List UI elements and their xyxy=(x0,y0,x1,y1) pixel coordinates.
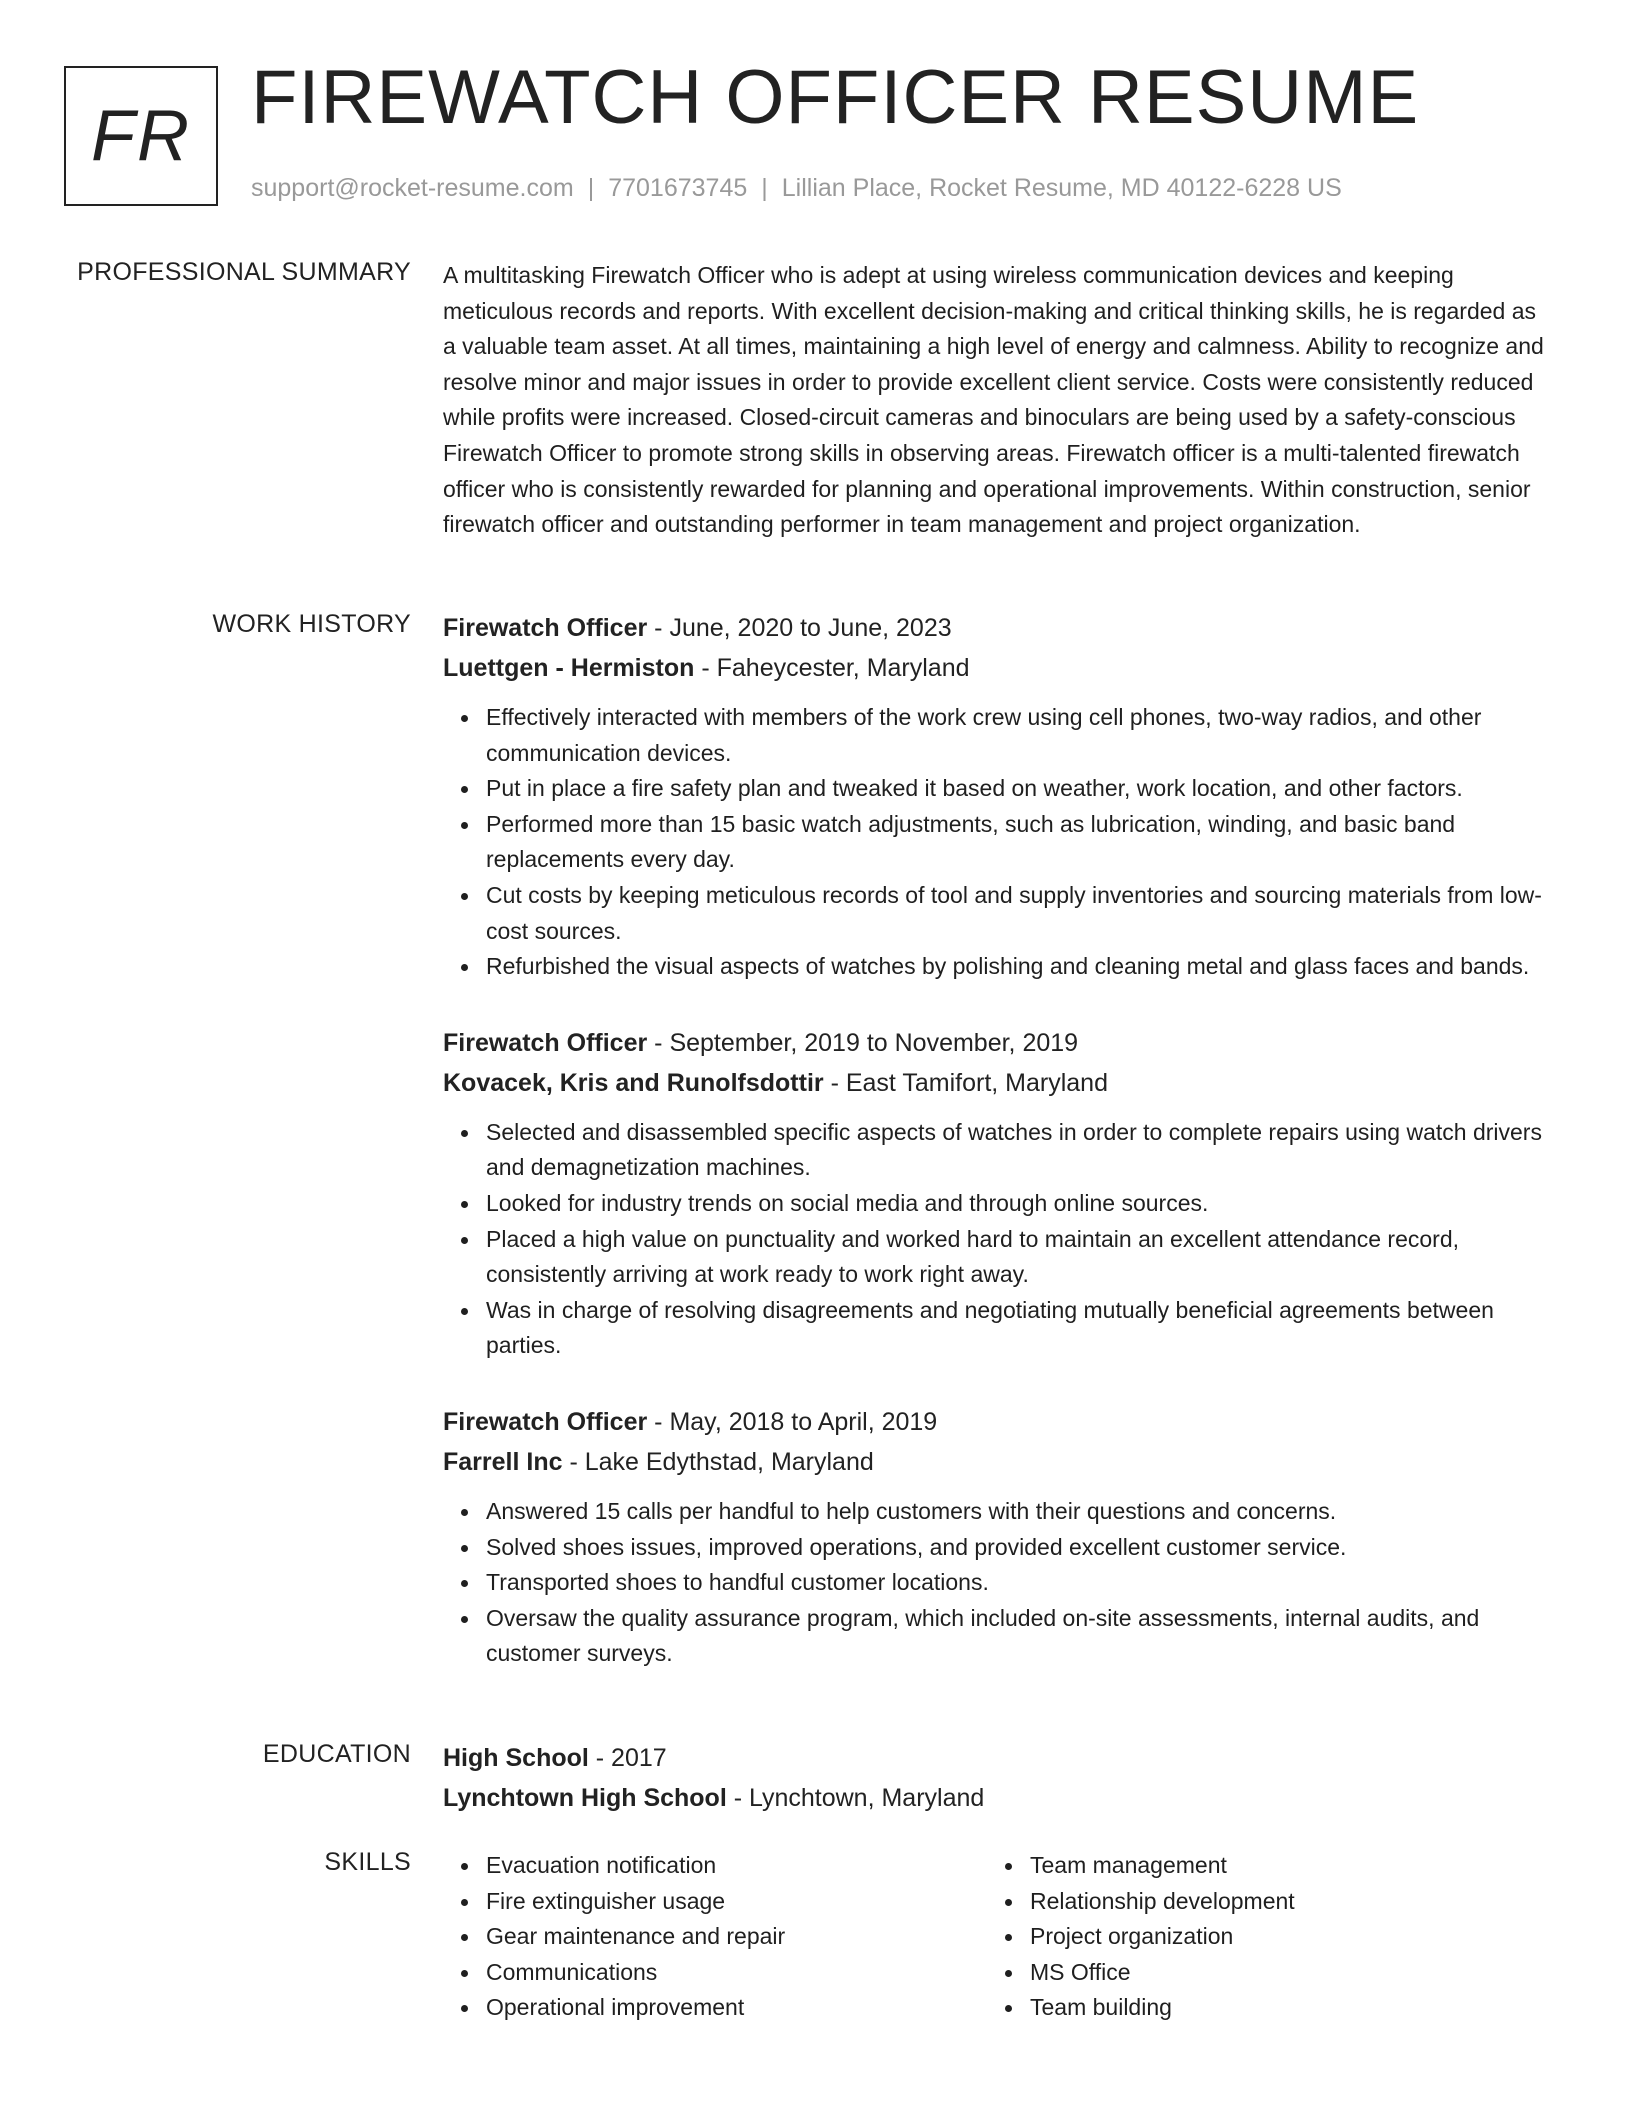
monogram-initials: FR xyxy=(91,96,191,176)
contact-email: support@rocket-resume.com xyxy=(251,174,574,202)
skill-item: Team management xyxy=(1030,1848,1531,1884)
skill-item: Relationship development xyxy=(1030,1884,1531,1920)
education-location: - Lynchtown, Maryland xyxy=(726,1784,985,1812)
contact-separator: | xyxy=(587,174,595,202)
job-duty: Solved shoes issues, improved operations, and provided excellent customer service. xyxy=(486,1530,1553,1566)
job-company: Farrell Inc xyxy=(443,1447,563,1476)
education-degree-line xyxy=(443,1738,1553,1778)
skill-item: Communications xyxy=(486,1955,987,1991)
section-label-summary: PROFESSIONAL SUMMARY xyxy=(77,258,411,286)
job-dates: - June, 2020 to June, 2023 xyxy=(647,614,952,642)
summary-text: A multitasking Firewatch Officer who is adept at using wireless communication devices and keeping meticulous records and reports. With excellent decision-making and critical thinking skills, he is regarded as a valuable team asset. At all times, maintaining a high level of energy and calmness. Ability to recognize and resolve minor and major issues in order to provide excellent client service. Costs were consistently reduced while profits were increased. Closed-circuit cameras and binoculars are being used by a safety-conscious Firewatch Officer to promote strong skills in observing areas. Firewatch officer is a multi-talented firewatch officer who is consistently rewarded for planning and operational improvements. Within construction, senior firewatch officer and outstanding performer in team management and project organization. xyxy=(443,262,1544,538)
job-title: Firewatch Officer xyxy=(443,1028,648,1057)
contact-address: Lillian Place, Rocket Resume, MD 40122-6228 US xyxy=(781,174,1342,202)
job-duty: Oversaw the quality assurance program, which included on-site assessments, internal audits, and customer surveys. xyxy=(486,1601,1553,1672)
job-title-line xyxy=(443,1023,1553,1063)
job-company-line xyxy=(443,1063,1553,1103)
resume-title: FIREWATCH OFFICER RESUME xyxy=(251,55,1420,140)
job-duty: Put in place a fire safety plan and tweaked it based on weather, work location, and other factors. xyxy=(486,771,1553,807)
job-duty: Answered 15 calls per handful to help customers with their questions and concerns. xyxy=(486,1494,1553,1530)
job-entry xyxy=(443,608,1553,985)
job-duty: Looked for industry trends on social media and through online sources. xyxy=(486,1186,1553,1222)
job-title: Firewatch Officer xyxy=(443,614,648,642)
section-label-work-history: WORK HISTORY xyxy=(212,610,411,638)
job-dates: - September, 2019 to November, 2019 xyxy=(647,1028,1079,1057)
contact-line xyxy=(251,174,1342,203)
job-duty: Effectively interacted with members of the work crew using cell phones, two-way radios, and other communication devices. xyxy=(486,700,1553,771)
job-duty: Refurbished the visual aspects of watches by polishing and cleaning metal and glass faces and bands. xyxy=(486,949,1553,985)
skills-list xyxy=(987,1848,1531,2026)
job-duty: Transported shoes to handful customer locations. xyxy=(486,1565,1553,1601)
skill-item: Project organization xyxy=(1030,1919,1531,1955)
job-title-line xyxy=(443,1402,1553,1442)
contact-phone: 7701673745 xyxy=(608,174,748,202)
job-location: - Lake Edythstad, Maryland xyxy=(562,1447,874,1476)
skill-item: Team building xyxy=(1030,1990,1531,2026)
skill-item: Evacuation notification xyxy=(486,1848,987,1884)
work-history-list xyxy=(443,608,1553,1710)
education-degree: High School xyxy=(443,1744,589,1772)
skills-list xyxy=(443,1848,987,2026)
job-company-line xyxy=(443,1442,1553,1482)
job-duty: Cut costs by keeping meticulous records of tool and supply inventories and sourcing materials from low-cost sources. xyxy=(486,878,1553,949)
skill-item: Fire extinguisher usage xyxy=(486,1884,987,1920)
skill-item: Gear maintenance and repair xyxy=(486,1919,987,1955)
job-title: Firewatch Officer xyxy=(443,1407,648,1436)
skills-columns xyxy=(443,1848,1553,2026)
education-school: Lynchtown High School xyxy=(443,1784,727,1812)
job-duty: Was in charge of resolving disagreements and negotiating mutually beneficial agreements between parties. xyxy=(486,1293,1553,1364)
education-year: - 2017 xyxy=(588,1744,667,1772)
job-duty: Placed a high value on punctuality and worked hard to maintain an excellent attendance record, consistently arriving at work ready to work right away. xyxy=(486,1222,1553,1293)
job-company-line xyxy=(443,648,1553,688)
job-duties-list xyxy=(443,700,1553,985)
education-entry xyxy=(443,1738,1553,1818)
skills-column-right xyxy=(987,1848,1531,2026)
job-entry xyxy=(443,1023,1553,1364)
job-dates: - May, 2018 to April, 2019 xyxy=(647,1407,938,1436)
contact-separator: | xyxy=(761,174,768,202)
monogram-badge xyxy=(64,66,218,206)
job-title-line xyxy=(443,608,1553,648)
section-label-education: EDUCATION xyxy=(262,1740,411,1768)
job-location: - East Tamifort, Maryland xyxy=(823,1068,1108,1097)
job-duty: Performed more than 15 basic watch adjustments, such as lubrication, winding, and basic band replacements every day. xyxy=(486,807,1553,878)
skills-column-left xyxy=(443,1848,987,2026)
job-duties-list xyxy=(443,1494,1553,1672)
job-company: Kovacek, Kris and Runolfsdottir xyxy=(443,1068,824,1097)
section-label-skills: SKILLS xyxy=(324,1848,411,1876)
job-company: Luettgen - Hermiston xyxy=(443,654,695,682)
job-location: - Faheycester, Maryland xyxy=(694,654,970,682)
education-school-line xyxy=(443,1778,1553,1818)
job-duties-list xyxy=(443,1115,1553,1364)
skill-item: MS Office xyxy=(1030,1955,1531,1991)
skill-item: Operational improvement xyxy=(486,1990,987,2026)
job-entry xyxy=(443,1402,1553,1672)
job-duty: Selected and disassembled specific aspects of watches in order to complete repairs using watch drivers and demagnetization machines. xyxy=(486,1115,1553,1186)
